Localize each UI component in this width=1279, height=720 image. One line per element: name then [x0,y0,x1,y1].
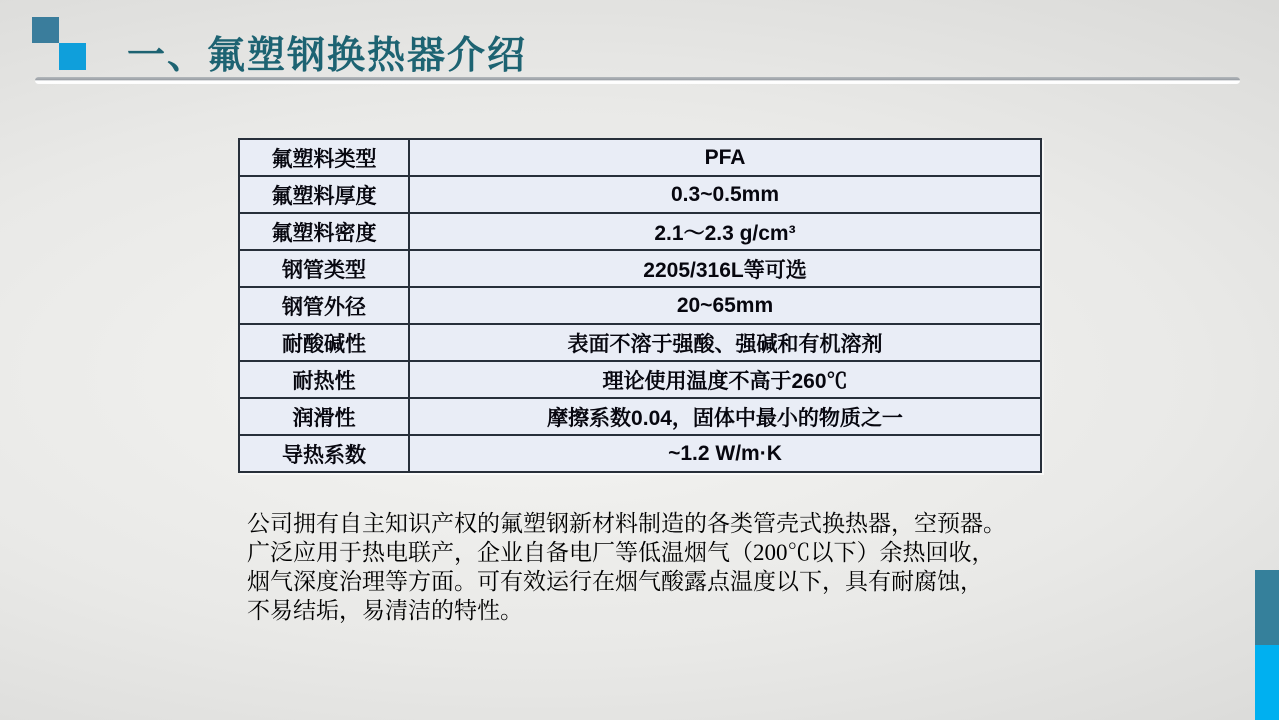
edge-bar-teal [1255,570,1279,645]
table-row [239,213,1041,250]
table-row [239,398,1041,435]
page-title: 一、氟塑钢换热器介绍 [127,35,528,77]
row-value: ~1.2 W/m·K [409,435,1041,472]
edge-bar-blue [1255,645,1279,720]
table-row [239,176,1041,213]
table-row [239,287,1041,324]
table-row [239,361,1041,398]
row-value: PFA [409,139,1041,176]
row-label: 导热系数 [239,435,409,472]
paragraph-line: 广泛应用于热电联产，企业自备电厂等低温烟气（200℃以下）余热回收， [247,540,995,565]
row-value: 理论使用温度不高于260℃ [409,361,1041,398]
paragraph-line: 不易结垢，易清洁的特性。 [247,598,523,623]
row-label: 耐热性 [239,361,409,398]
row-label: 氟塑料密度 [239,213,409,250]
row-value: 20~65mm [409,287,1041,324]
table-row [239,250,1041,287]
decor-square-dark-icon [32,17,59,43]
decor-square-light-icon [59,43,86,70]
body-paragraph [247,509,1057,625]
paragraph-line: 烟气深度治理等方面。可有效运行在烟气酸露点温度以下，具有耐腐蚀， [247,569,983,594]
row-label: 氟塑料类型 [239,139,409,176]
row-value: 摩擦系数0.04，固体中最小的物质之一 [409,398,1041,435]
row-label: 氟塑料厚度 [239,176,409,213]
table-row [239,139,1041,176]
row-label: 润滑性 [239,398,409,435]
row-value: 2205/316L等可选 [409,250,1041,287]
row-value: 表面不溶于强酸、强碱和有机溶剂 [409,324,1041,361]
paragraph-line: 公司拥有自主知识产权的氟塑钢新材料制造的各类管壳式换热器，空预器。 [247,511,1006,536]
row-value: 2.1～2.3 g/cm³ [409,213,1041,250]
row-label: 钢管外径 [239,287,409,324]
row-value: 0.3~0.5mm [409,176,1041,213]
row-label: 钢管类型 [239,250,409,287]
title-divider [35,77,1240,84]
table-row [239,435,1041,472]
row-label: 耐酸碱性 [239,324,409,361]
spec-table [238,138,1042,473]
table-row [239,324,1041,361]
